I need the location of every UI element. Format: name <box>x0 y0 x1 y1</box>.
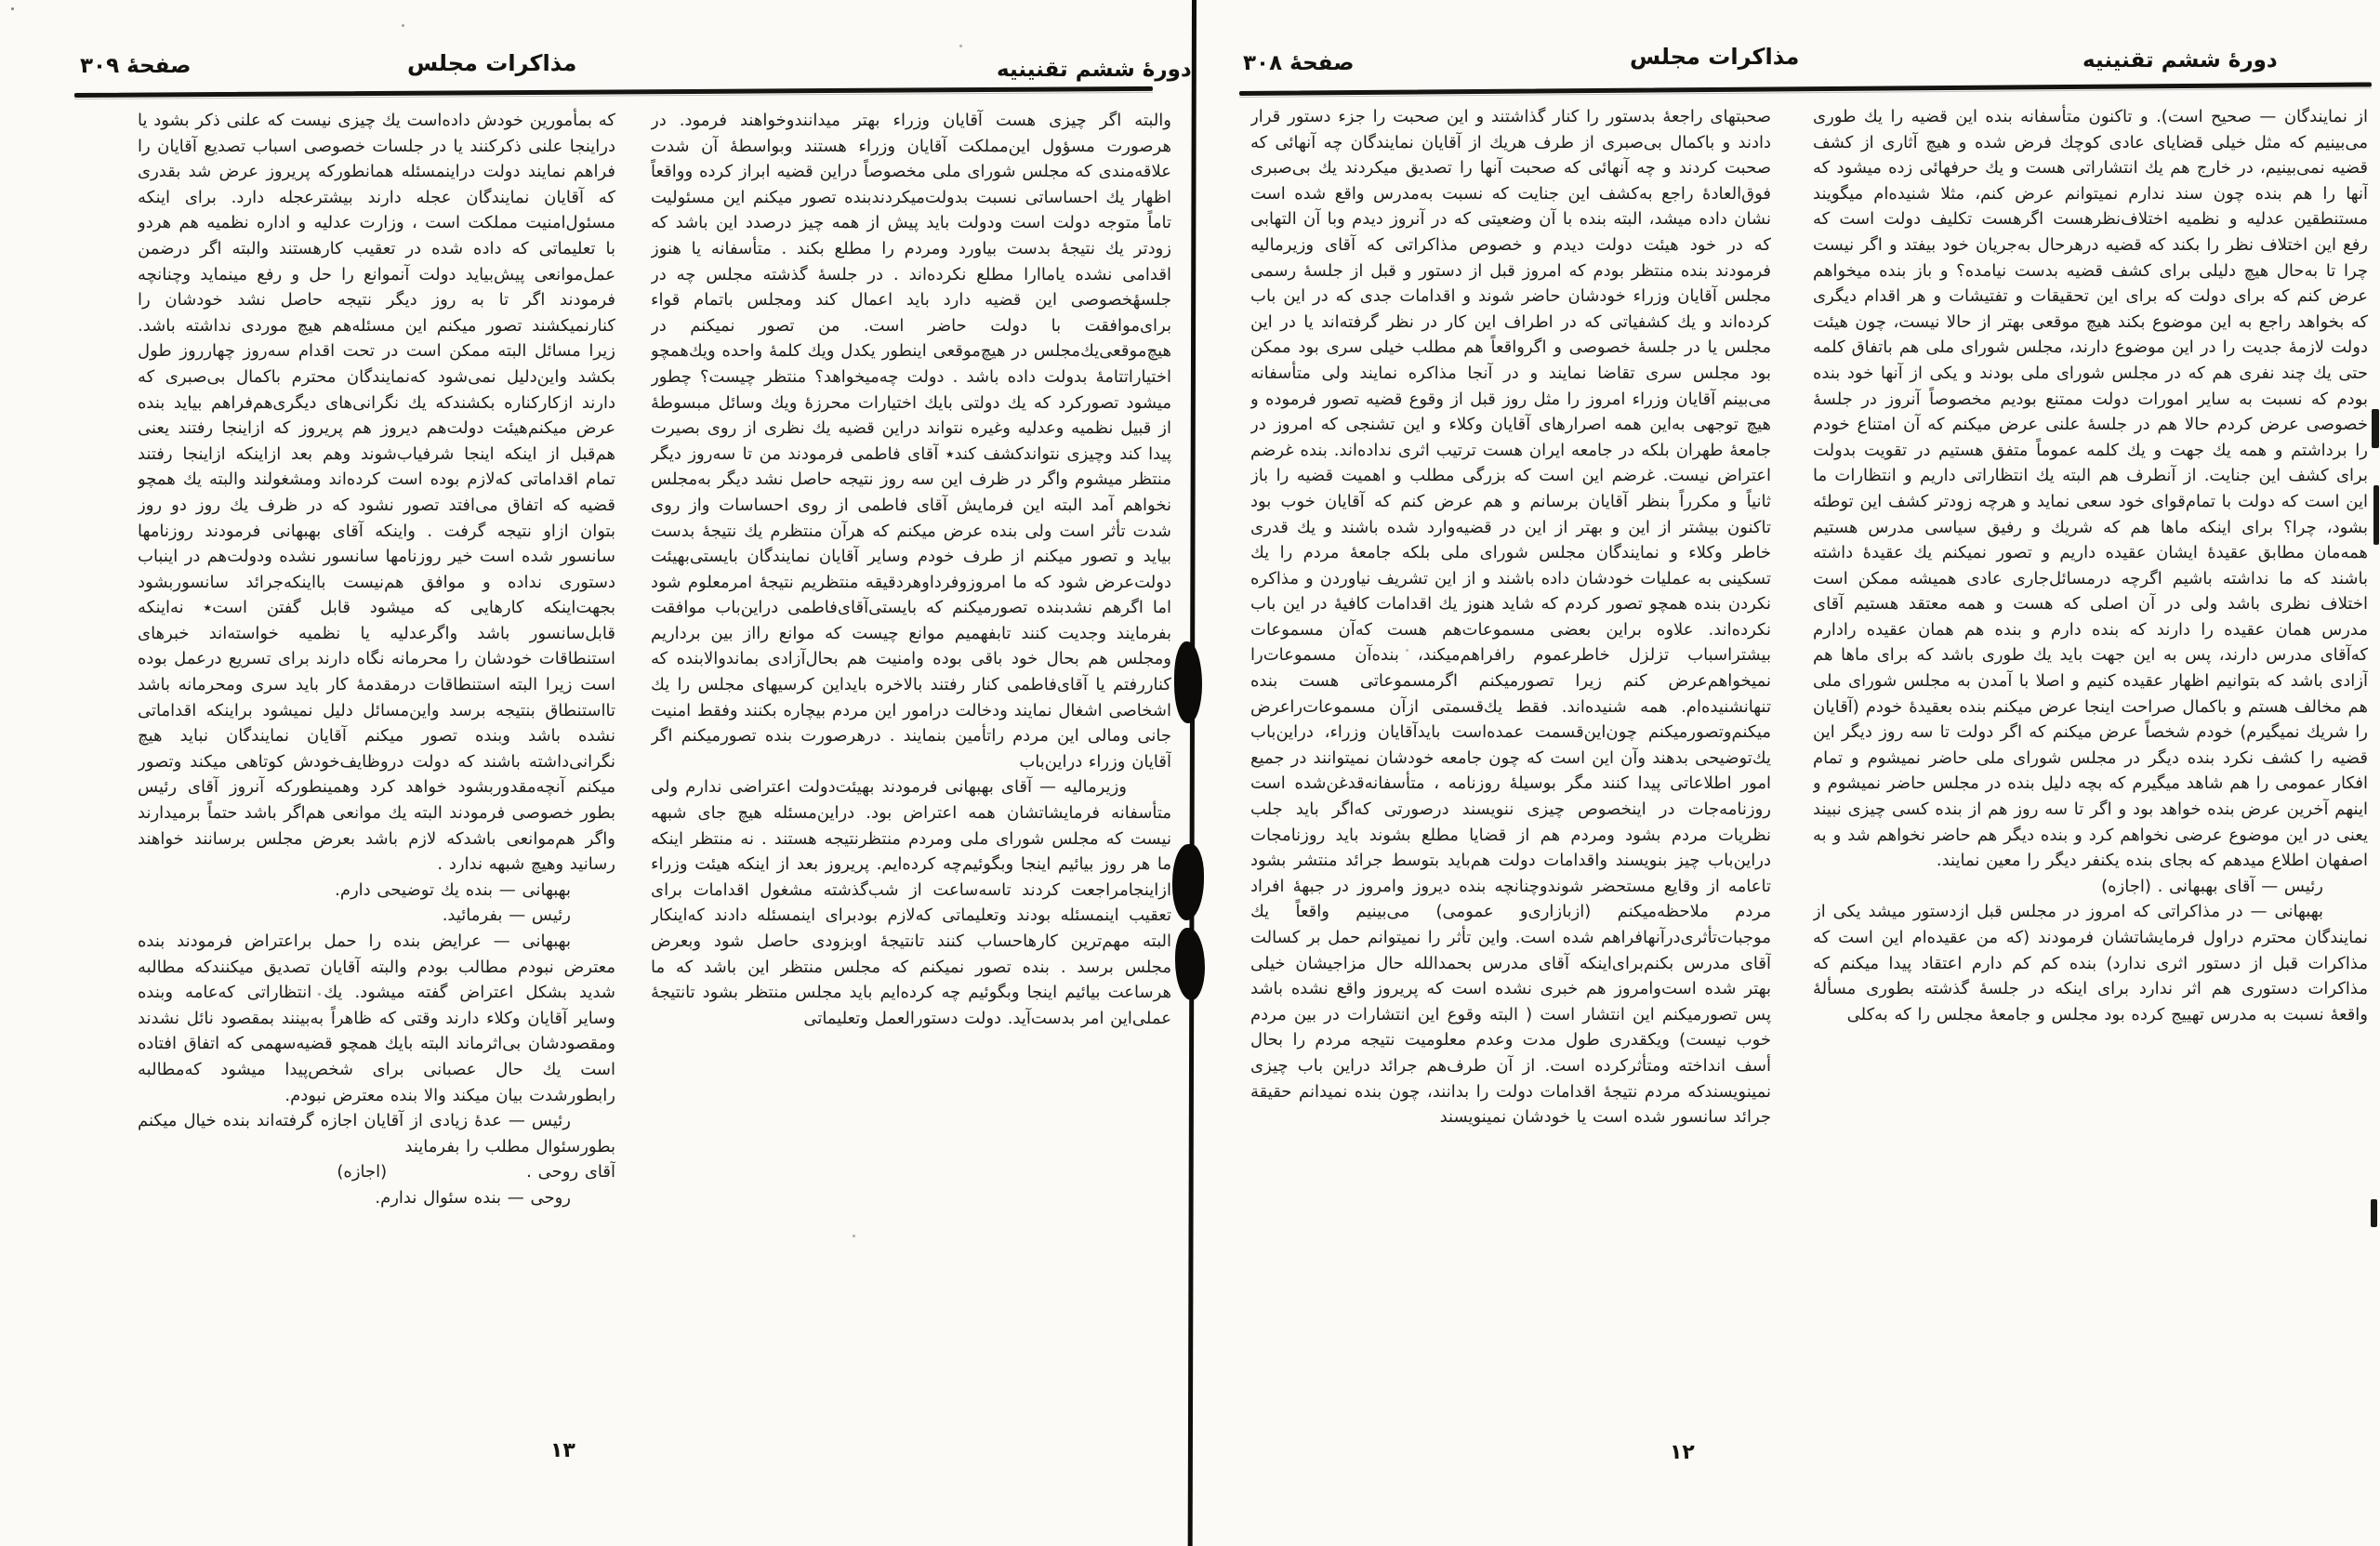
speech-paragraph: بهبهانى — در مذاكراتى كه امروز در مجلس قبل ازدستور ميشد يكى از نمايندگان محترم دراول فرمايشاتشان فرمودند (كه من عقيده‌ام اين است كه مذاكرات قبل از دستور اثرى ندارد) بنده كم كم دارم اعتقاد پيدا ميكنم كه مذاكرات دستورى هم اثر ندارد براى اينكه در جلسهٔ گذشته بطورى مسألهٔ واقعهٔ نسبت به مدرس تهييج كرده بود مجلس و جامعهٔ مجلس را كه به‌كلى <box>1813 902 2368 1024</box>
ink-blot <box>1174 641 1202 723</box>
speech-paragraph: رئيس — عدهٔ زيادى از آقايان اجازه گرفته‌اند بنده خيال ميكنم بطورسئوال مطلب را بفرمايند <box>138 1111 615 1156</box>
dialogue-line <box>138 1159 615 1185</box>
page309-header-title: مذاكرات مجلس <box>407 50 577 76</box>
speech-paragraph: روحى — بنده سئوال ندارم. <box>375 1187 571 1208</box>
speech-paragraph: رئيس — بفرمائيد. <box>442 905 571 926</box>
speech-paragraph: وزيرماليه — آقاى بهبهانى فرمودند بهيئت‌دولت اعتراضى ندارم ولى متأسفانه فرمايشاتشان همه اعتراض بود. دراين‌مسئله هيچ جاى شبهه نيست كه مجلس شوراى ملى ومردم منتظرنتيجه هستند . نه منتظر اينكه ما هر روز بيائيم اينجا وبگوئيم‌چه كرده‌ايم. پريروز بعد از اينكه هيئت وزراء ازاينجامراجعت كردند تاسه‌ساعت از شب‌گذشته مشغول اقدامات براى تعقيب اينمسئله بودند وتعليماتى كه‌لازم بودبراى اينمسئله دادند كه‌اينكار البته مهم‌ترين كارهاحساب كنند تانتيجهٔ اوبزودى حاصل شود وبعرض مجلس برسد . بنده تصور نميكنم كه مجلس منتظر اين باشد كه ما هرساعت بيائيم اينجا وبگوئيم چه كرده‌ايم بايد مجلس منتظر بشود تانتيجهٔ عملى‌اين امر بدست‌آيد. دولت دستورالعمل وتعليماتى <box>651 777 1171 1028</box>
page308-page-number: ١٢ <box>1670 1441 1695 1464</box>
page308-header-session: دورهٔ ششم تقنينيه <box>2082 48 2278 73</box>
paragraph: صحبتهاى راجعهٔ بدستور را كنار گذاشتند و اين صحبت را جزء دستور قرار دادند و باكمال بى‌صبرى از طرف هريك از آقايان نمايندگان چه آنهائى كه صحبت كردند و چه آنهائى كه صحبت آنها را تصديق ميكردند يك بى‌صبرى فوق‌العادهٔ راجع به‌كشف اين جنايت كه نسبت به‌مدرس واقع شده است نشان داده ميشد، البته بنده با آن وضعيتى كه در آنروز ديدم وبا آن التهابى كه در خود هيئت دولت ديدم و خصوص مذاكراتى كه آقاى وزيرماليه فرمودند بنده منتظر بودم كه امروز قبل از دستور و قبل از جلسهٔ رسمى مجلس آقايان وزراء خودشان حاضر شوند و اقدامات جدى كه در اين باب كرده‌اند و يك كشفياتى كه در اطراف اين كار در نظر گرفته‌اند يا در اين مجلس يا در جلسهٔ خصوصى و اگرواقعاً هم مطلب خيلى سرى بود ممكن بود مجلس سرى تقاضا نمايند و در آنجا مذاكره نمايند ولى متأسفانه مى‌بينم آقايان وزراء امروز را مثل روز قبل از وقوع قضيه تصور فرموده و هيچ توجهى به‌اين همه اصرارهاى آقايان وكلاء و اين تشنجى كه امروز در جامعهٔ طهران بلكه در جامعه ايران هست ترتيب اثرى نداده‌اند. بنده غرضم اعتراض نيست. غرضم اين است كه بزرگى مطلب و اهميت قضيه را باز ثانياً و مكرراً بنظر آقايان برسانم و هم عرض كنم كه آقايان خوب بود تاكنون بيشتر از اين و بهتر از اين در قضيه‌وارد شده باشند و يك قدرى خاطر وكلاء و نمايندگان مجلس شوراى ملى بلكه جامعهٔ مردم را يك تسكينى به عمليات خودشان داده باشند و از اين تشريف نياوردن و مذاكره نكردن بنده همچو تصور كردم كه شايد هنوز يك اقدامات كافيهٔ در اين باب نكرده‌اند. علاوه براين بعضى مسموعات‌هم هست كه‌آن مسموعات بيشتراسباب تزلزل خاطرعموم رافراهم‌ميكند، بنده‌آن مسموعات‌را نميخواهم‌عرض كنم زيرا تصورميكنم اگرمسموعاتى هست بنده تنهانشنيده‌ام. همه شنيده‌اند. فقط يك‌قسمتى ازآن مسموعات‌راعرض ميكنم‌وتصورميكنم چون‌اين‌قسمت عمده‌است بايدآقايان وزراء، دراين‌باب يك‌توضيحى بدهند وآن اين است كه چون جامعه خودشان نميتوانند در جميع امور اطلاعاتى پيدا كنند مگر بوسيلهٔ روزنامه ، متأسفانه‌قدغن‌شده است روزنامه‌جات در اينخصوص چيزى ننويسند درصورتى كه‌اگر بايد جلب نظريات مردم بشود ومردم هم از قضايا مطلع بشوند بايد روزنامجات دراين‌باب چيز بنويسند واقدامات دولت هم‌بايد بتوسط جرائد منتشر بشود تاعامه از وقايع مستحضر شوندوچنانچه بنده ديروز وامروز در جبههٔ افراد مردم ملاحظه‌ميكنم (ازبازارى‌و عمومى) مى‌بينيم واقعاً يك موجبات‌تأثرى‌درآنهافراهم شده است. واين تأثر را نميتوانم حمل بر كسالت آقاى مدرس بكنم‌براى‌اينكه آقاى مدرس بحمدالله حال مزاجيشان خيلى بهتر شده است‌وامروز هم خبرى نشده است كه پريروز واقع نشده باشد پس تصورميكنم اين انتشار است ( البته وقوع اين انتشارات در بين مردم خوب نيست) ويكقدرى طول مدت وعدم معلوميت نتيجه مردم را بحال أسف انداخته ومتأثركرده است. از آن طرف‌هم جرائد دراين باب چيزى نمينويسندكه مردم نتيجهٔ اقدامات دولت را بدانند، چون بنده نميدانم حقيقة جرائد سانسور شده است يا خودشان نمينويسند <box>1250 107 1771 1128</box>
scan-speck <box>11 7 14 10</box>
page309-page-label: صفحهٔ ٣٠٩ <box>80 54 192 78</box>
dialogue-note: (اجازه) <box>337 1162 388 1183</box>
page308-column-left <box>1250 104 1771 1417</box>
page309-header-rule <box>74 86 1153 98</box>
paragraph: كه بمأمورين خودش داده‌است يك چيزى نيست كه علنى ذكر بشود يا دراينجا علنى ذكركنند يا در جلسات خصوصى اسباب تصديع آقايان را فراهم نمايند دولت دراينمسئله همانطوركه پريروز عرض شد بقدرى كه آقايان نمايندگان عجله دارند بيشترعجله دارد. براى اينكه مسئول‌امنيت مملكت است ، وزارت عدليه و اداره نظميه هم هردو با تعليماتى كه داده شده در تعقيب كارهستند والبته اگر درضمن عمل‌موانعى پيش‌بيايد دولت آنموانع را حل و رفع مينمايد وچنانچه فرمودند اگر تا به روز ديگر نتيجه حاصل نشد خودشان را كنارنميكشند تصور ميكنم اين مسئله‌هم هيچ موردى نداشته باشد. زيرا مسائل البته ممكن است در تحت اقدام سه‌روز چهارروز طول بكشد واين‌دليل نمى‌شود كه‌نمايندگان محترم باكمال بى‌صبرى كه دارند ازكاركناره بكشندكه يك نگرانى‌هاى ديگرى‌هم‌فراهم بيايد بنده عرض ميكنم‌هيئت دولت‌هم ديروز هم پريروز كه ازاينجا رفتند يعنى هم‌قبل از اينكه اينجا شرفياب‌شوند وهم بعد ازاينكه ازاينجا رفتند تمام اقداماتى كه‌لازم بوده است كرده‌اند ومشغولند والبته يك همچو قضيه كه اتفاق مى‌افتد تصور نشود كه در ظرف يك روز دو روز بتوان ازاو نتيجه گرفت . واينكه آقاى بهبهانى فرمودند روزنامها سانسور شده است خير روزنامها سانسور نشده ودولت‌هم در اينباب دستورى نداده و موافق هم‌نيست بااينكه‌جرائد سانسوربشود بجهت‌اينكه كارهايى كه ميشود قابل گفتن است٭ نه‌اينكه قابل‌سانسور باشد واگرعدليه يا نظميه خواسته‌اند خبرهاى استنطاقات خودشان را محرمانه نگاه دارند براى تسريع درعمل بوده است زيرا البته استنطاقات درمقدمهٔ كار بايد سرى ومحرمانه باشد تااستنطاق بنتيجه برسد واين‌مسائل دليل نميشود براينكه اقداماتى نشده باشد وبنده تصور ميكنم آقايان نمايندگان نبايد هيچ نگرانى‌داشته باشند كه دولت دروظايف‌خودش كوتاهى ميكند وتصور ميكنم آنچه‌مقدوربشود خواهد كرد وهمينطوركه آنروز آقاى رئيس بطور خصوصى فرمودند البته يك موانعى هم‌اگر باشد حتماً برميدارند واگر هم‌موانعى باشدكه لازم باشد بعرض مجلس برسانند خواهند رسانيد وهيچ شبهه ندارد . <box>138 111 615 875</box>
page308-header-rule <box>1239 82 2372 96</box>
speech-paragraph: بهبهانى — بنده يك توضيحى دارم. <box>335 879 571 900</box>
page309-column-left <box>138 108 615 1420</box>
page308-header-title: مذاكرات مجلس <box>1630 44 1800 70</box>
paragraph: از نمايندگان — صحيح است). و تاكنون متأسفانه بنده اين قضيه را يك طورى مى‌بينيم كه مثل خيلى قضاياى عادى كوچك فرض شده و هيچ آثارى از كشف قضيه نمى‌بينيم، در خارج هم يك انتشاراتى هست و يك حرفهائى زده ميشود كه آنها را هم بنده چون سند ندارم نميتوانم عرض كنم، مثلا شنيده‌ام ميگويند مستنطقين عدليه و نظميه اختلاف‌نظرهست اگرهست تكليف دولت است كه رفع اين اختلاف نظر را بكند كه قضيه درهرحال به‌جريان خود بيفتد و اگر نيست چرا تا به‌حال هيچ دليلى براى كشف قضيه بدست نيامده؟ و باز بنده ميخواهم عرض كنم كه براى دولت كه براى اين تحقيقات و تفتيشات و هر اقدام ديگرى كه بخواهد راجع به اين موضوع بكند هيچ موقعى بهتر از حالا نيست، چون هيئت دولت لازمهٔ جديت را در اين موضوع دارند، مجلس شوراى ملى هم باتفاق كلمه حتى يك چند نفرى هم كه در مجلس شوراى ملى بودند و يكى از آنها خود بنده بودم كه نسبت به ساير امورات دولت ممتنع بوديم مخصوصاً آنروز در جلسهٔ خصوصى عرض كردم حالا هم در جلسهٔ علنى عرض ميكنم كه آن امتناع خودم را برداشتم و همه يك جهت و يك كلمه عموماً متفق هستيم در تقويت بدولت براى كشف اين جنايت. از آنطرف هم البته يك انتظاراتى داريم و انتظارات ما اين است كه دولت با تمام‌قواى خود سعى نمايد و هرچه زودتر كشف اين توطئه بشود، چرا؟ براى اينكه ماها هم كه شريك و رفيق سياسى مدرس هستيم همه‌مان مطابق عقيدهٔ ايشان عقيده داريم و تصور نميكنم يك عقيدهٔ داشته باشند كه ما نداشته باشيم اگرچه درمسائل‌جارى عادى هميشه ممكن است اختلاف نظرى باشد ولى در آن اصلى كه هست و همه معتقد هستيم آقاى مدرس همان عقيده را دارند كه بنده دارم و بنده هم همان عقيده رادارم كه‌آقاى مدرس دارند، پس به اين جهت بايد يك طورى باشد كه براى ماها هم آزادى باشد كه بتوانيم اظهار عقيده كنيم و اصلا با آمدن به مجلس شوراى ملى هم مخالف هستم و باكمال صراحت اينجا عرض ميكنم بنده بعقيدهٔ خودم (آقايان را شريك نميگيرم) خودم شخصاً عرض ميكنم كه اگر دولت تا سه روز ديگر اين قضيه را كشف نكرد بنده ديگر در مجلس شوراى ملى حاضر نميشوم و تمام افكار عمومى را هم شاهد ميگيرم كه بچه دليل بنده در مجلس حاضر نميشوم و اينهم آخرين عرض بنده خواهد بود و اگر تا سه روز هم از بنده كسى چيزى نبيند يعنى در اين موضوع عرضى نخواهم كرد و بنده ديگر هم حاضر نخواهم شد و به اصفهان اطلاع ميدهم كه بجاى بنده يكنفر ديگر را معين نمايند. <box>1813 107 2368 871</box>
page308-column-right <box>1813 104 2368 1417</box>
dialogue-speaker: آقاى روحى . <box>526 1162 615 1183</box>
speech-paragraph: رئيس — آقاى بهبهانى . (اجازه) <box>2101 876 2323 896</box>
page308-page-label: صفحهٔ ٣٠٨ <box>1243 51 1355 75</box>
scan-edge-mark <box>2371 1199 2377 1227</box>
scan-edge-mark <box>2372 409 2379 448</box>
page309-header-session: دورهٔ ششم تقنينيه <box>997 58 1192 82</box>
spine-divider-line <box>1188 0 1197 1546</box>
ink-blot <box>1172 844 1204 920</box>
scan-edge-mark <box>2373 485 2379 545</box>
ink-blot <box>1175 928 1205 1000</box>
page309-column-right <box>651 108 1171 1420</box>
page309-page-number: ١٣ <box>550 1439 575 1462</box>
speech-paragraph: بهبهانى — عرايض بنده را حمل براعتراض فرمودند بنده معترض نبودم مطالب بودم والبته آقايان تصديق ميكنندكه مطالبه شديد بشكل اعتراض گفته ميشود. يك انتظاراتى كه‌عامه وبنده وساير آقايان وكلاء دارند وقتى كه ظاهراً به‌بينند بمقصود نائل نشدند ومقصودشان بى‌اثرماند البته بايك همچو قضيه‌سهمى كه اتفاق افتاده است يك حال عصبانى براى شخص‌پيدا ميشود كه‌مطالبه رابطورشدت بيان ميكند والا بنده معترض نبودم. <box>138 932 615 1105</box>
paragraph: والبته اگر چيزى هست آقايان وزراء بهتر ميدانندوخواهند فرمود. در هرصورت مسؤول اين‌مملكت آقايان وزراء هستند وبواسطهٔ آن شدت علاقه‌مندى كه مجلس شوراى ملى مخصوصاً دراين قضيه ابراز كرده وواقعاً اظهار يك احساساتى نسبت بدولت‌ميكردندبنده تصور ميكنم اين مسئوليت تاماً متوجه دولت است ودولت بايد پيش از همه چيز درصدد اين باشد كه زودتر يك نتيجهٔ بدست بياورد ومردم را مطلع بكند . متأسفانه يا هنوز اقدامى نشده ياماارا مطلع نكرده‌اند . در جلسهٔ گذشته مجلس چه در جلسهٔخصوصى اين قضيه دارد بايد اعمال كند ومجلس باتمام قواء براى‌موافقت با دولت حاضر است. من تصور نميكنم در هيچ‌موقعى‌يك‌مجلس در هيچ‌موقعى اينطور يكدل ويك كلمهٔ واحده ويك‌همچو اختياراتتامهٔ بدولت داده باشد . دولت چه‌ميخواهد؟ منتظر چيست؟ چطور ميشود تصوركرد كه يك دولتى بايك اختيارات محرزهٔ ويك وسائل مبسوطهٔ از قبيل نظميه وعدليه وغيره نتواند دراين قضيه يك نظرى از روى بصيرت پيدا كند وچيزى نتواندكشف كند٭ آقاى فاطمى فرمودند من تا سه‌روز ديگر منتظر ميشوم واگر در ظرف اين سه روز نتيجه حاصل نشد ديگر به‌مجلس نخواهم آمد البته اين فرمايش آقاى فاطمى از روى احساسات واز روى شدت تأثر است ولى بنده عرض ميكنم كه هرآن منتظرم يك نتيجهٔ بدست بيايد و تصور ميكنم از طرف خودم وساير آقايان نمايندگان بايستى‌بهيئت دولت‌عرض شود كه ما امروزوفرداوهردقيقه منتظريم نتيجهٔ امرمعلوم شود اما اگرهم نشدبنده تصورميكنم كه بايستى‌آقاى‌فاطمى دراين‌باب موافقت بفرمايند وجديت كنند تابفهميم موانع چيست كه موانع رااز بين برداريم ومجلس هم بحال خود باقى بوده وامنيت هم بحال‌آزادى بماندوالابنده كه كناررفتم يا آقاى‌فاطمى كنار رفتند بالاخره بايداين كرسيهاى مجلس را يك اشخاصى اشغال نمايند ودخالت درامور اين مردم بيچاره بكنند وفقط امنيت جانى ومالى اين مردم راتأمين بنمايند . درهرصورت بنده تصورميكنم اگر آقايان وزراء دراين‌باب <box>651 111 1171 772</box>
